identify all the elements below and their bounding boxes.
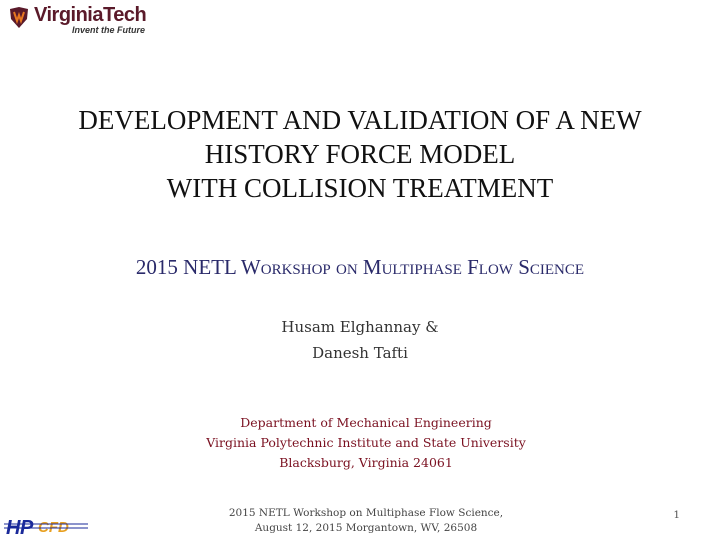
footer-line: 2015 NETL Workshop on Multiphase Flow Science, (228, 507, 504, 519)
title-line: HISTORY FORCE MODEL (204, 139, 516, 169)
svg-text:H: H (6, 517, 21, 539)
page-number: 1 (673, 509, 680, 521)
logo-name: VirginiaTech (34, 4, 147, 26)
affiliation (0, 413, 720, 473)
virginia-tech-logo (8, 4, 148, 36)
author-line: Danesh Tafti (312, 344, 408, 362)
slide-title (0, 103, 720, 205)
affiliation-line: Blacksburg, Virginia 24061 (279, 455, 453, 470)
slide-subtitle: 2015 NETL Workshop on Multiphase Flow Science (135, 255, 585, 279)
slide-footer (0, 506, 720, 536)
svg-text:CFD: CFD (38, 519, 69, 536)
hpcfd-logo (4, 513, 88, 539)
author-line: Husam Elghannay & (281, 318, 439, 336)
affiliation-line: Virginia Polytechnic Institute and State University (206, 435, 526, 450)
logo-tagline: Invent the Future (72, 25, 146, 35)
affiliation-line: Department of Mechanical Engineering (240, 415, 492, 430)
svg-text:P: P (20, 517, 34, 539)
authors (0, 314, 720, 366)
vt-shield-icon (8, 6, 30, 28)
title-line: DEVELOPMENT AND VALIDATION OF A NEW (78, 105, 642, 135)
title-line: WITH COLLISION TREATMENT (166, 173, 554, 203)
footer-line: August 12, 2015 Morgantown, WV, 26508 (254, 522, 478, 534)
